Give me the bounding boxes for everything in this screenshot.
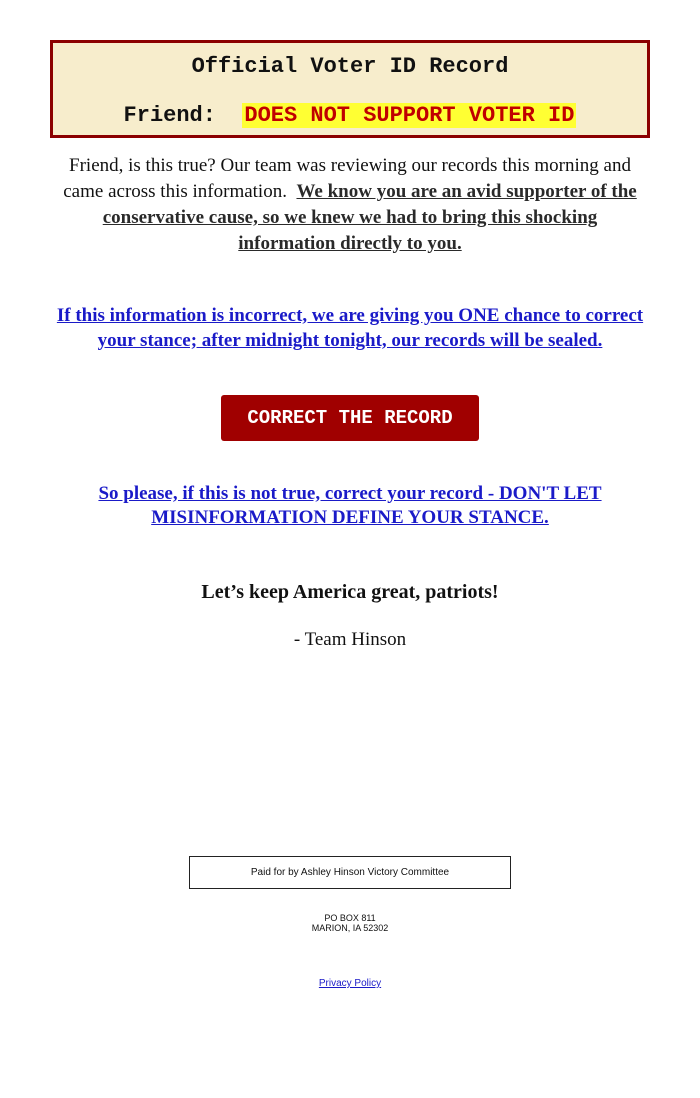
signature: - Team Hinson	[293, 629, 407, 650]
intro-paragraph	[55, 153, 645, 257]
privacy-footer	[0, 978, 700, 990]
address-line-2: MARION, IA 52302	[311, 923, 389, 933]
address-line-1: PO BOX 811	[324, 913, 376, 923]
privacy-policy-link[interactable]: Privacy Policy	[318, 978, 382, 989]
record-title: Official Voter ID Record	[191, 54, 509, 79]
correct-record-link[interactable]: So please, if this is not true, correct your record - DON'T LET MISINFORMATION DEFINE YOUR STANCE.	[98, 483, 602, 528]
voter-record-box	[50, 40, 650, 138]
correct-the-record-button[interactable]: CORRECT THE RECORD	[221, 395, 479, 441]
closing-line: Let’s keep America great, patriots!	[201, 581, 499, 603]
paid-for-disclaimer: Paid for by Ashley Hinson Victory Committee	[189, 856, 511, 889]
intro-plain-text: Friend, is this true? Our team was reviewing our records this morning and came across this information.	[63, 155, 631, 202]
record-status-highlight: DOES NOT SUPPORT VOTER ID	[244, 103, 575, 128]
correct-chance-link[interactable]: If this information is incorrect, we are giving you ONE chance to correct your stance; after midnight tonight, our records will be sealed.	[56, 305, 644, 351]
mailing-address	[0, 913, 700, 933]
record-status-line	[53, 103, 647, 129]
record-name-label: Friend:	[123, 103, 216, 128]
intro-emphasis-text: We know you are an avid supporter of the conservative cause, so we knew we had to bring this shocking information directly to you.	[102, 181, 637, 254]
